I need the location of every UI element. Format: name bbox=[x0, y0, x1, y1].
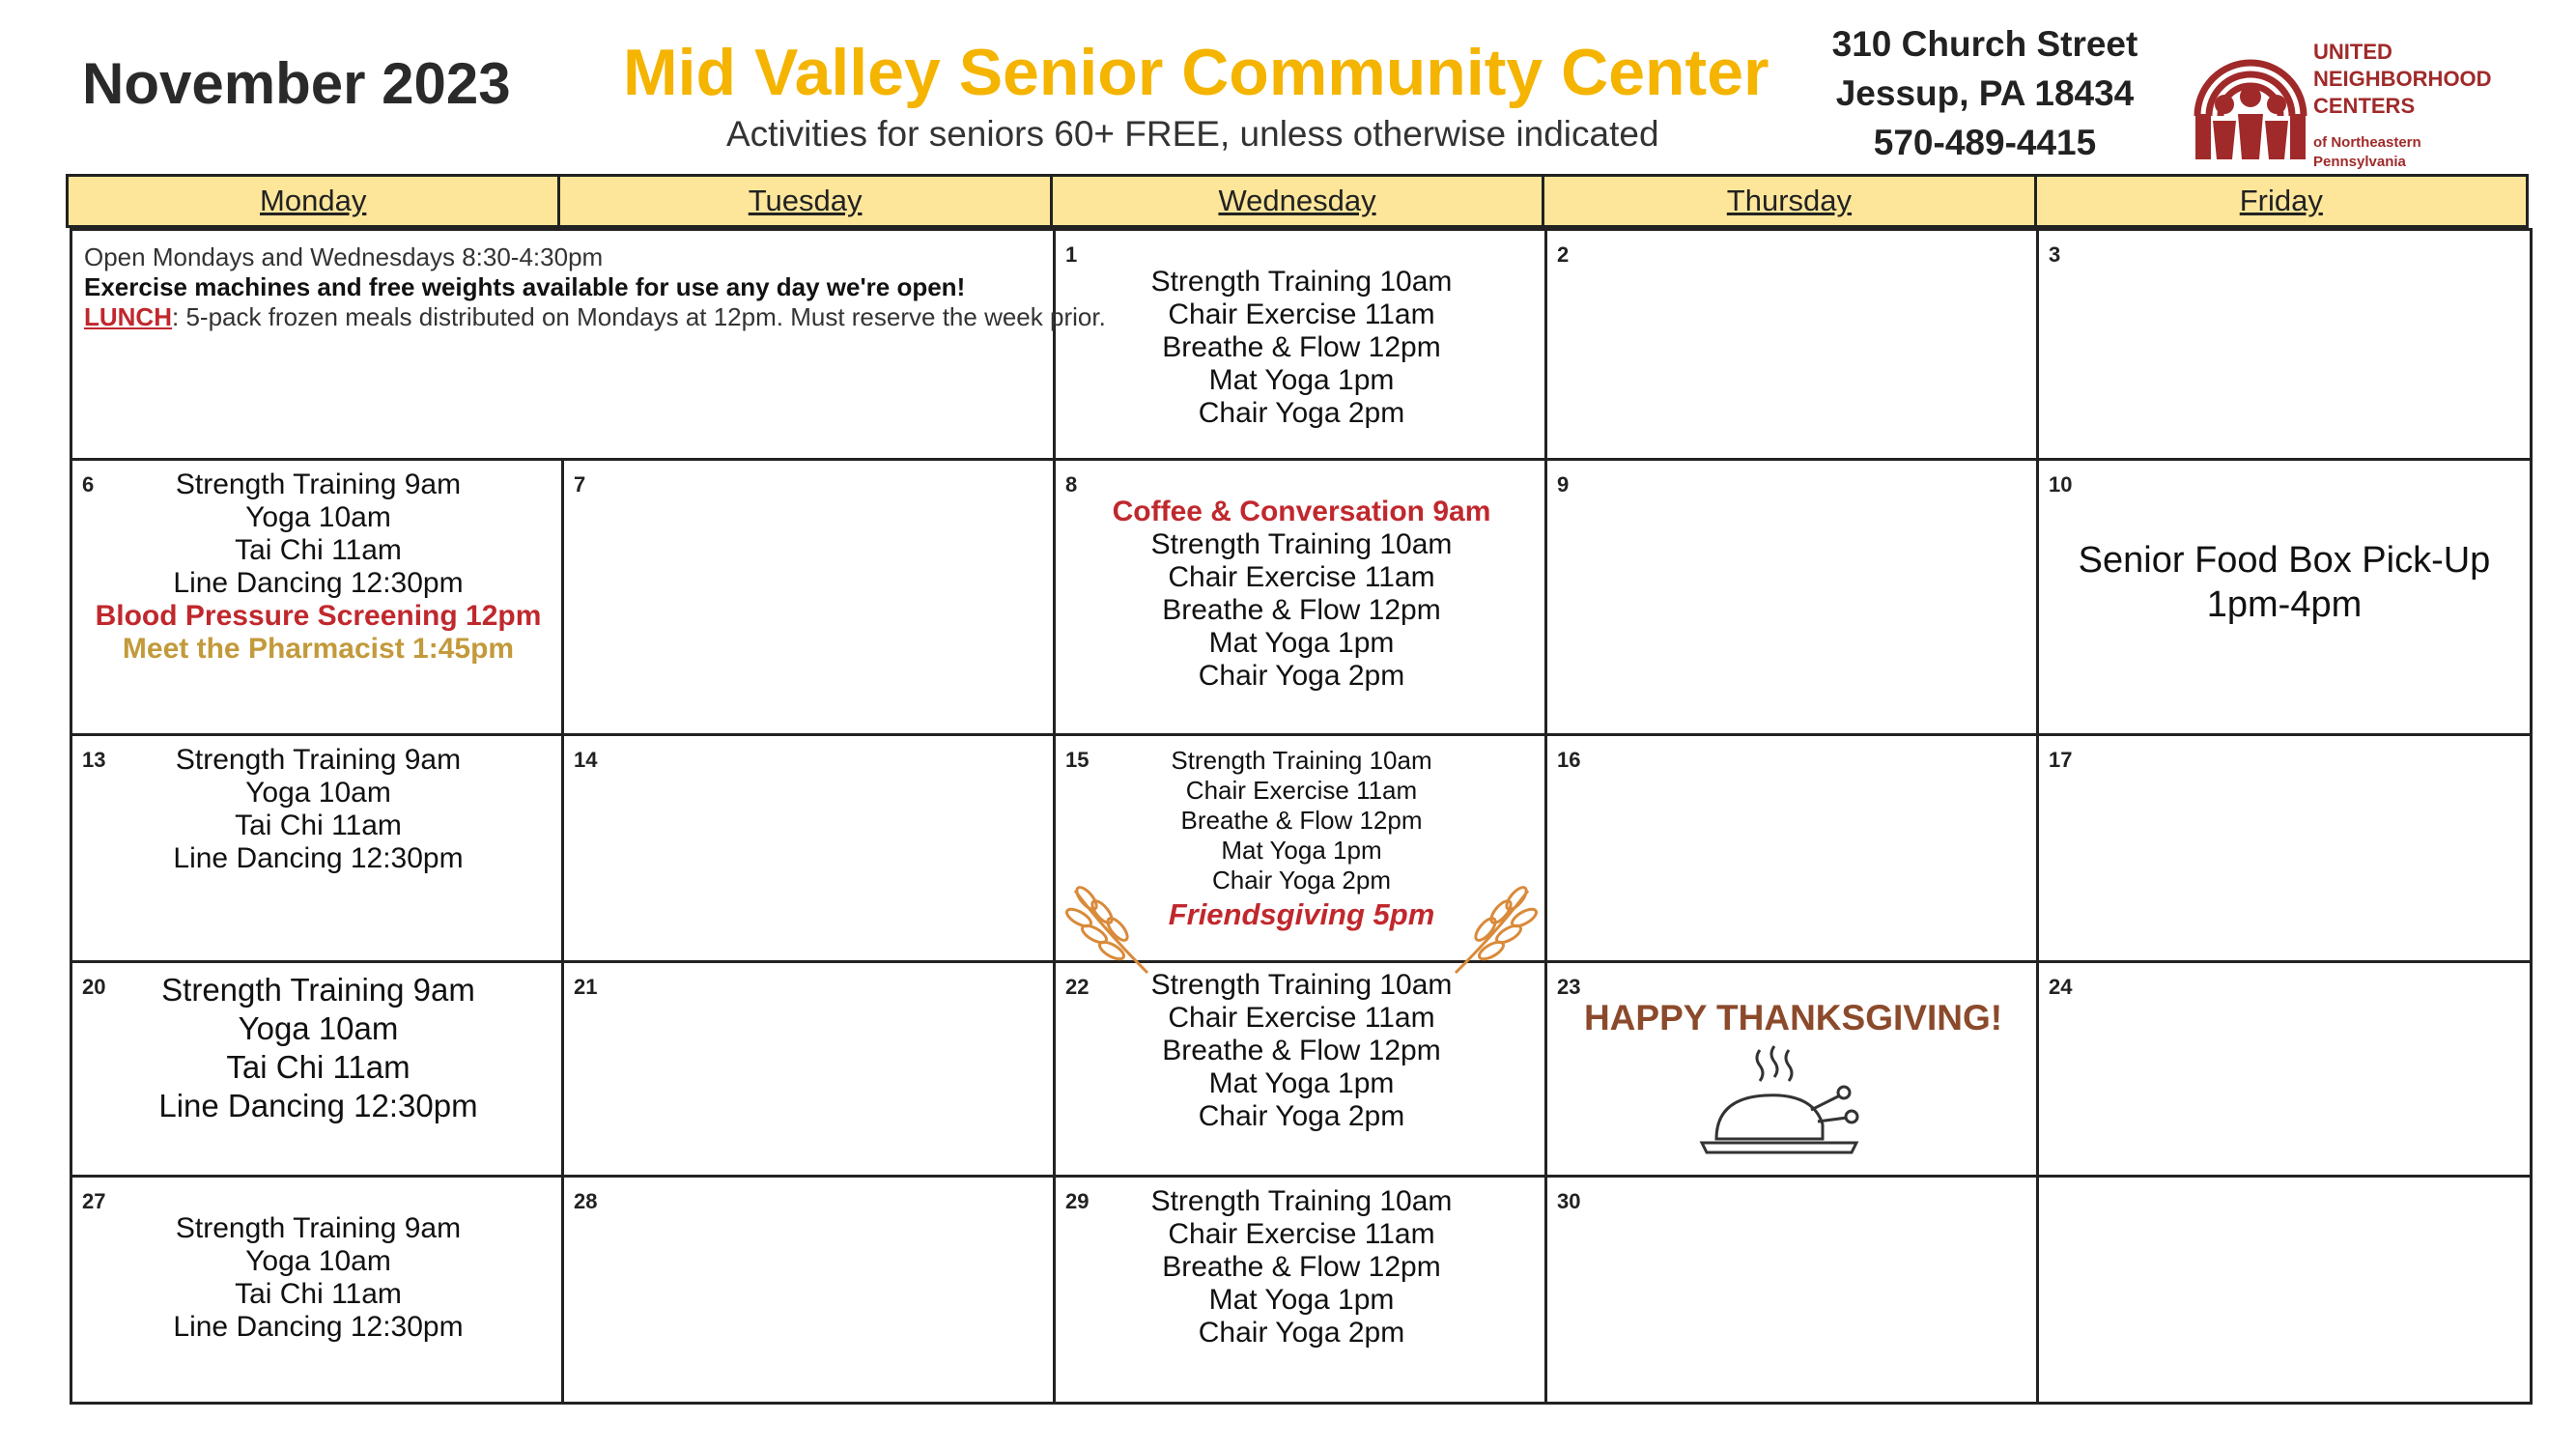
activity: Mat Yoga 1pm bbox=[1208, 1284, 1395, 1316]
activity-list bbox=[72, 1212, 564, 1344]
weekday-tuesday: Tuesday bbox=[560, 177, 1052, 225]
activity: Breathe & Flow 12pm bbox=[1162, 594, 1441, 626]
activity: Line Dancing 12:30pm bbox=[173, 842, 464, 874]
activity: Mat Yoga 1pm bbox=[1208, 1067, 1395, 1099]
activity: Yoga 10am bbox=[245, 1245, 391, 1277]
day-cell-28 bbox=[564, 1178, 1056, 1402]
activity: Breathe & Flow 12pm bbox=[1180, 806, 1423, 835]
special-event: Blood Pressure Screening 12pm bbox=[95, 600, 542, 632]
activity: Line Dancing 12:30pm bbox=[173, 567, 464, 599]
weekday-monday: Monday bbox=[69, 177, 560, 225]
activity: Chair Yoga 2pm bbox=[1211, 866, 1392, 895]
logo-line-5: Pennsylvania bbox=[2313, 154, 2406, 170]
day-cell-13 bbox=[72, 736, 564, 963]
day-cell-22 bbox=[1056, 963, 1547, 1178]
activity-list bbox=[72, 469, 564, 666]
day-number: 9 bbox=[1557, 472, 1570, 497]
day-number: 14 bbox=[574, 748, 598, 772]
activity: Tai Chi 11am bbox=[235, 1278, 402, 1310]
activity: Chair Exercise 11am bbox=[1168, 1002, 1435, 1034]
lunch-label: LUNCH bbox=[84, 302, 172, 331]
address-block bbox=[1816, 19, 2154, 167]
activity: Line Dancing 12:30pm bbox=[158, 1088, 478, 1123]
activity: Chair Yoga 2pm bbox=[1198, 660, 1405, 692]
day-cell-10 bbox=[2039, 461, 2530, 736]
activity: Mat Yoga 1pm bbox=[1208, 627, 1395, 659]
day-number: 13 bbox=[82, 748, 106, 772]
day-cell-17 bbox=[2039, 736, 2530, 963]
day-number: 22 bbox=[1065, 975, 1090, 999]
day-cell-23 bbox=[1547, 963, 2039, 1178]
activity: Strength Training 9am bbox=[175, 744, 462, 776]
activity: Breathe & Flow 12pm bbox=[1162, 331, 1441, 363]
phone-number: 570-489-4415 bbox=[1873, 123, 2097, 162]
subtitle: Activities for seniors 60+ FREE, unless otherwise indicated bbox=[726, 114, 1659, 154]
day-number: 15 bbox=[1065, 748, 1090, 772]
center-name: Mid Valley Senior Community Center bbox=[623, 36, 1769, 109]
address-street: 310 Church Street bbox=[1831, 24, 2138, 64]
logo-line-3: CENTERS bbox=[2313, 94, 2416, 118]
day-number: 6 bbox=[82, 472, 95, 497]
roast-turkey-icon bbox=[1697, 1042, 1861, 1158]
activity: Yoga 10am bbox=[245, 777, 391, 809]
activity-list bbox=[72, 971, 564, 1125]
activity: Line Dancing 12:30pm bbox=[173, 1311, 464, 1343]
day-cell-20 bbox=[72, 963, 564, 1178]
day-number: 20 bbox=[82, 975, 106, 999]
day-cell-24 bbox=[2039, 963, 2530, 1178]
activity: Breathe & Flow 12pm bbox=[1162, 1035, 1441, 1066]
day-number: 10 bbox=[2049, 472, 2073, 497]
day-number: 7 bbox=[574, 472, 586, 497]
logo-text bbox=[2313, 39, 2492, 120]
day-number: 2 bbox=[1557, 242, 1570, 267]
activity: Strength Training 10am bbox=[1150, 969, 1453, 1001]
activity: Chair Exercise 11am bbox=[1168, 561, 1435, 593]
activity: Yoga 10am bbox=[245, 501, 391, 533]
day-cell-3 bbox=[2039, 231, 2530, 461]
day-cell-2 bbox=[1547, 231, 2039, 461]
logo-line-1: UNITED bbox=[2313, 40, 2392, 64]
activity: Chair Yoga 2pm bbox=[1198, 397, 1405, 429]
day-cell-30 bbox=[1547, 1178, 2039, 1402]
day-number: 30 bbox=[1557, 1189, 1581, 1213]
activity: Tai Chi 11am bbox=[235, 810, 402, 841]
day-cell-1 bbox=[1056, 231, 1547, 461]
activity-list bbox=[1056, 496, 1547, 693]
notice-text bbox=[84, 242, 1108, 332]
food-box-event bbox=[2039, 538, 2530, 627]
lunch-note bbox=[84, 302, 1108, 332]
day-number: 29 bbox=[1065, 1189, 1090, 1213]
activity: Strength Training 10am bbox=[1150, 528, 1453, 560]
lunch-text: : 5-pack frozen meals distributed on Mondays at 12pm. Must reserve the week prior. bbox=[172, 302, 1106, 331]
day-number: 28 bbox=[574, 1189, 598, 1213]
calendar-month: November 2023 bbox=[82, 51, 511, 116]
day-number: 23 bbox=[1557, 975, 1581, 999]
weekday-friday: Friday bbox=[2239, 184, 2323, 217]
activity-list bbox=[1056, 746, 1547, 895]
activity: Breathe & Flow 12pm bbox=[1162, 1251, 1441, 1283]
address-city: Jessup, PA 18434 bbox=[1835, 73, 2135, 113]
day-cell-7 bbox=[564, 461, 1056, 736]
activity-list bbox=[1056, 266, 1547, 430]
weekday-header-row bbox=[66, 174, 2529, 228]
activity: Mat Yoga 1pm bbox=[1221, 836, 1382, 865]
day-number: 16 bbox=[1557, 748, 1581, 772]
logo-subtext bbox=[2313, 133, 2421, 172]
day-cell-6 bbox=[72, 461, 564, 736]
event-title: Senior Food Box Pick-Up bbox=[2078, 540, 2491, 581]
activity: Strength Training 10am bbox=[1171, 746, 1432, 775]
event-time: 1pm-4pm bbox=[2206, 584, 2363, 625]
day-cell-29 bbox=[1056, 1178, 1547, 1402]
day-cell-27 bbox=[72, 1178, 564, 1402]
activity: Chair Exercise 11am bbox=[1168, 298, 1435, 330]
activity: Strength Training 10am bbox=[1150, 1185, 1453, 1217]
special-event: Coffee & Conversation 9am bbox=[1112, 496, 1491, 527]
activity: Strength Training 9am bbox=[161, 972, 475, 1008]
day-number: 8 bbox=[1065, 472, 1078, 497]
day-number: 24 bbox=[2049, 975, 2073, 999]
logo-line-4: of Northeastern bbox=[2313, 134, 2421, 151]
day-number: 1 bbox=[1065, 242, 1078, 267]
activity: Chair Exercise 11am bbox=[1185, 776, 1418, 805]
friendsgiving-event: Friendsgiving 5pm bbox=[1168, 897, 1435, 931]
activity: Yoga 10am bbox=[238, 1010, 399, 1046]
notice-cell bbox=[72, 231, 1106, 461]
calendar-grid bbox=[70, 228, 2533, 1405]
activity: Tai Chi 11am bbox=[235, 534, 402, 566]
day-cell-21 bbox=[564, 963, 1056, 1178]
weekday-wednesday: Wednesday bbox=[1053, 177, 1544, 225]
day-cell-16 bbox=[1547, 736, 2039, 963]
weekday-thursday: Thursday bbox=[1544, 177, 2036, 225]
activity-list bbox=[72, 744, 564, 875]
thanksgiving-greeting: HAPPY THANKSGIVING! bbox=[1583, 998, 2003, 1037]
activity: Chair Exercise 11am bbox=[1168, 1218, 1435, 1250]
activity: Mat Yoga 1pm bbox=[1208, 364, 1395, 396]
day-cell-empty bbox=[2039, 1178, 2530, 1402]
activity: Strength Training 9am bbox=[175, 469, 462, 500]
day-number: 27 bbox=[82, 1189, 106, 1213]
day-number: 17 bbox=[2049, 748, 2073, 772]
activity: Strength Training 10am bbox=[1150, 266, 1453, 298]
exercise-note: Exercise machines and free weights available for use any day we're open! bbox=[84, 272, 966, 301]
day-cell-8 bbox=[1056, 461, 1547, 736]
activity: Tai Chi 11am bbox=[226, 1049, 410, 1085]
logo-line-2: NEIGHBORHOOD bbox=[2313, 67, 2492, 91]
opening-hours: Open Mondays and Wednesdays 8:30-4:30pm bbox=[84, 242, 604, 271]
activity: Chair Yoga 2pm bbox=[1198, 1317, 1405, 1349]
organization-logo bbox=[2188, 29, 2516, 169]
day-cell-15 bbox=[1056, 736, 1547, 963]
day-cell-14 bbox=[564, 736, 1056, 963]
day-cell-9 bbox=[1547, 461, 2039, 736]
activity: Strength Training 9am bbox=[175, 1212, 462, 1244]
day-number: 3 bbox=[2049, 242, 2061, 267]
activity-list bbox=[1056, 1185, 1547, 1350]
activity: Chair Yoga 2pm bbox=[1198, 1100, 1405, 1132]
activity-list bbox=[1056, 969, 1547, 1133]
unc-logo-icon bbox=[2188, 29, 2313, 164]
special-event: Meet the Pharmacist 1:45pm bbox=[122, 633, 515, 665]
day-number: 21 bbox=[574, 975, 598, 999]
